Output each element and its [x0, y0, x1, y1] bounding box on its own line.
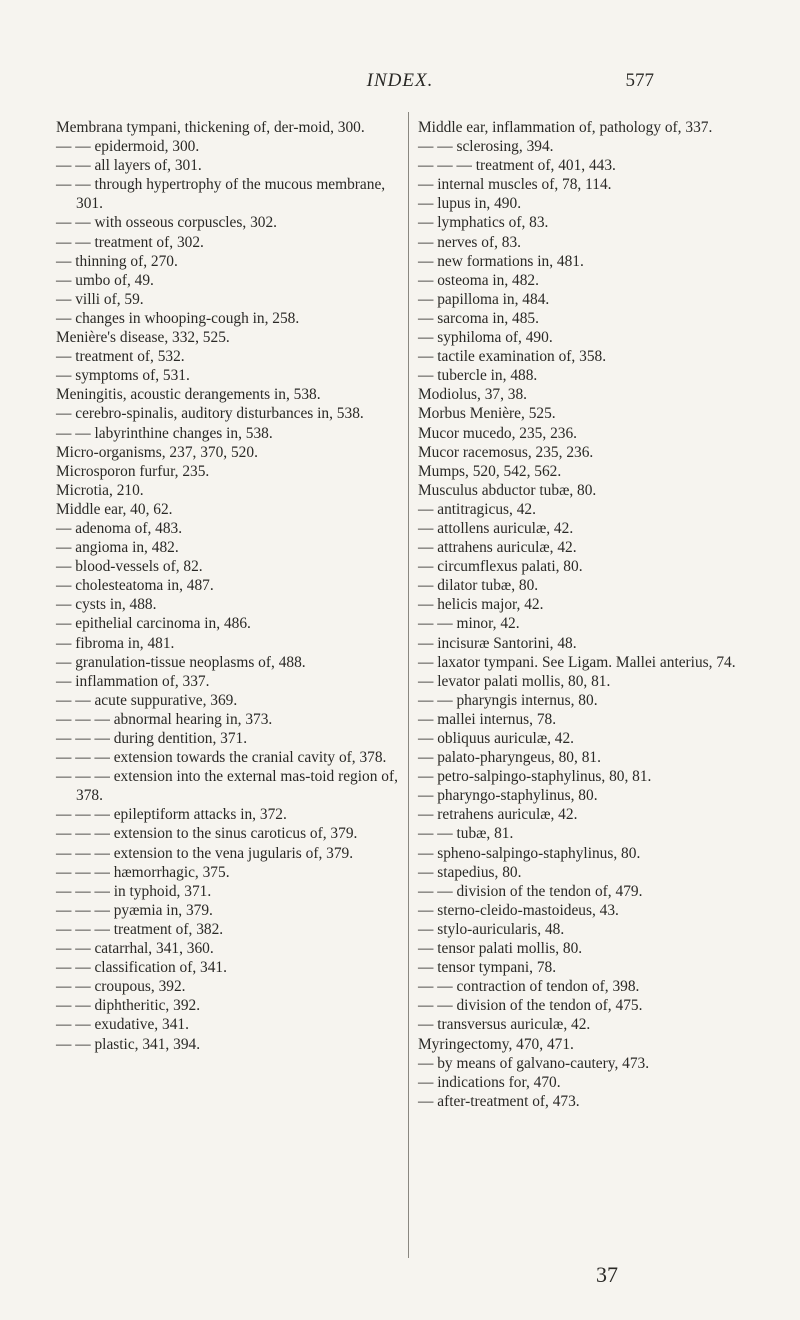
index-entry: — — acute suppurative, 369. — [56, 691, 238, 709]
index-entry: — spheno-salpingo-staphylinus, 80. — [418, 844, 641, 862]
index-entry: Modiolus, 37, 38. — [418, 386, 528, 404]
index-entry: Mucor racemosus, 235, 236. — [418, 443, 594, 461]
index-entry: — incisuræ Santorini, 48. — [418, 634, 577, 652]
index-entry: — — croupous, 392. — [56, 978, 186, 996]
index-entry: — stapedius, 80. — [418, 863, 522, 881]
index-entry: — — division of the tendon of, 479. — [418, 882, 643, 900]
running-header — [0, 70, 800, 100]
index-entry: — — catarrhal, 341, 360. — [56, 940, 214, 958]
index-entry: Musculus abductor tubæ, 80. — [418, 481, 597, 499]
index-entry: — — labyrinthine changes in, 538. — [56, 424, 273, 442]
index-entry: — blood-vessels of, 82. — [56, 558, 203, 576]
index-entry: Mucor mucedo, 235, 236. — [418, 424, 578, 442]
index-entry: — — sclerosing, 394. — [418, 138, 554, 156]
index-entry: Menière's disease, 332, 525. — [56, 329, 230, 347]
index-entry: — villi of, 59. — [56, 290, 144, 308]
index-entry: — tensor tympani, 78. — [418, 959, 557, 977]
signature-mark: 37 — [596, 1262, 618, 1287]
index-entry: — — — hæmorrhagic, 375. — [56, 863, 230, 881]
index-entry: — tactile examination of, 358. — [418, 348, 607, 366]
index-entry: — treatment of, 532. — [56, 348, 185, 366]
index-entry: — — — treatment of, 401, 443. — [418, 157, 616, 175]
right-index-column — [418, 118, 764, 1111]
index-entry: — laxator tympani. See Ligam. Mallei anterius, 74. — [418, 653, 736, 671]
index-entry: — sterno-cleido-mastoideus, 43. — [418, 901, 619, 919]
index-entry: — helicis major, 42. — [418, 596, 544, 614]
index-entry: — — — pyæmia in, 379. — [56, 901, 213, 919]
index-entry: — cholesteatoma in, 487. — [56, 577, 214, 595]
index-entry: — — tubæ, 81. — [418, 825, 514, 843]
index-entry: — — — extension to the vena jugularis of, 379. — [56, 844, 354, 862]
index-entry: — — contraction of tendon of, 398. — [418, 978, 640, 996]
index-entry: — by means of galvano-cautery, 473. — [418, 1054, 650, 1072]
index-entry: Microtia, 210. — [56, 481, 144, 499]
index-entry: — — — epileptiform attacks in, 372. — [56, 806, 287, 824]
index-entry: — fibroma in, 481. — [56, 634, 175, 652]
index-entry: — — division of the tendon of, 475. — [418, 997, 643, 1015]
index-entry: Micro-organisms, 237, 370, 520. — [56, 443, 258, 461]
index-entry: Mumps, 520, 542, 562. — [418, 462, 562, 480]
index-entry: — levator palati mollis, 80, 81. — [418, 672, 611, 690]
index-entry: — — epidermoid, 300. — [56, 138, 200, 156]
index-entry: — dilator tubæ, 80. — [418, 577, 539, 595]
index-entry: — transversus auriculæ, 42. — [418, 1016, 591, 1034]
index-entry: — lupus in, 490. — [418, 195, 522, 213]
index-entry: — after-treatment of, 473. — [418, 1092, 580, 1110]
index-entry: — lymphatics of, 83. — [418, 214, 549, 232]
index-entry: — — — extension to the sinus caroticus of, 379. — [56, 825, 358, 843]
index-entry: Middle ear, inflammation of, pathology of, 337. — [418, 119, 713, 136]
index-entry: — symptoms of, 531. — [56, 367, 190, 385]
index-entry: — — minor, 42. — [418, 615, 520, 633]
index-entry: — — — abnormal hearing in, 373. — [56, 710, 273, 728]
index-entry: — indications for, 470. — [418, 1073, 561, 1091]
index-entry: — petro-salpingo-staphylinus, 80, 81. — [418, 768, 652, 786]
index-entry: — stylo-auricularis, 48. — [418, 920, 565, 938]
index-entry: — retrahens auriculæ, 42. — [418, 806, 578, 824]
index-entry: — — — during dentition, 371. — [56, 730, 248, 747]
index-entry: — palato-pharyngeus, 80, 81. — [418, 749, 601, 767]
index-entry: — — — in typhoid, 371. — [56, 882, 212, 900]
index-entry: — osteoma in, 482. — [418, 271, 539, 289]
index-entry: — — classification of, 341. — [56, 959, 227, 977]
index-entry: — — plastic, 341, 394. — [56, 1035, 201, 1053]
index-entry: — circumflexus palati, 80. — [418, 558, 583, 576]
index-entry: — attrahens auriculæ, 42. — [418, 539, 577, 557]
index-entry: — — — extension towards the cranial cavity of, 378. — [56, 749, 387, 767]
index-entry: Myringectomy, 470, 471. — [418, 1035, 574, 1053]
page-number: 577 — [625, 70, 654, 91]
index-entry: — thinning of, 270. — [56, 252, 178, 270]
index-entry: — tensor palati mollis, 80. — [418, 940, 583, 958]
index-entry: — changes in whooping-cough in, 258. — [56, 309, 300, 327]
index-entry: Meningitis, acoustic derangements in, 538. — [56, 386, 321, 404]
index-entry: — attollens auriculæ, 42. — [418, 519, 574, 537]
index-entry: — papilloma in, 484. — [418, 290, 550, 308]
header-title: INDEX. — [366, 70, 434, 91]
index-entry: Microsporon furfur, 235. — [56, 462, 210, 480]
index-entry: — — — extension into the external mas-toid region of, 378. — [56, 768, 398, 805]
index-entry: — mallei internus, 78. — [418, 710, 557, 728]
index-entry: — antitragicus, 42. — [418, 500, 536, 518]
column-divider — [408, 112, 409, 1258]
index-entry: Middle ear, 40, 62. — [56, 500, 173, 518]
index-entry: — — — treatment of, 382. — [56, 920, 224, 938]
index-entry: — epithelial carcinoma in, 486. — [56, 615, 251, 633]
index-entry: — — exudative, 341. — [56, 1016, 189, 1034]
index-entry: — cerebro-spinalis, auditory disturbances in, 538. — [56, 405, 364, 423]
index-entry: — inflammation of, 337. — [56, 672, 210, 690]
index-entry: — adenoma of, 483. — [56, 519, 183, 537]
index-entry: — — pharyngis internus, 80. — [418, 691, 598, 709]
index-entry: — granulation-tissue neoplasms of, 488. — [56, 653, 306, 671]
index-entry: Morbus Menière, 525. — [418, 405, 556, 423]
index-entry: — nerves of, 83. — [418, 233, 522, 251]
index-entry: — new formations in, 481. — [418, 252, 584, 270]
index-entry: — — all layers of, 301. — [56, 157, 202, 175]
index-entry: — — through hypertrophy of the mucous membrane, 301. — [56, 176, 386, 213]
index-entry: — tubercle in, 488. — [418, 367, 538, 385]
index-entry: — syphiloma of, 490. — [418, 329, 553, 347]
index-entry: Membrana tympani, thickening of, der-moid, 300. — [56, 119, 365, 136]
index-entry: — cysts in, 488. — [56, 596, 157, 614]
index-entry: — sarcoma in, 485. — [418, 309, 539, 327]
index-entry: — umbo of, 49. — [56, 271, 154, 289]
index-entry: — — treatment of, 302. — [56, 233, 204, 251]
index-entry: — internal muscles of, 78, 114. — [418, 176, 612, 194]
index-entry: — — with osseous corpuscles, 302. — [56, 214, 278, 232]
index-entry: — angioma in, 482. — [56, 539, 179, 557]
left-index-column — [56, 118, 404, 1054]
index-entry: — pharyngo-staphylinus, 80. — [418, 787, 598, 805]
index-entry: — obliquus auriculæ, 42. — [418, 730, 575, 747]
index-entry: — — diphtheritic, 392. — [56, 997, 201, 1015]
